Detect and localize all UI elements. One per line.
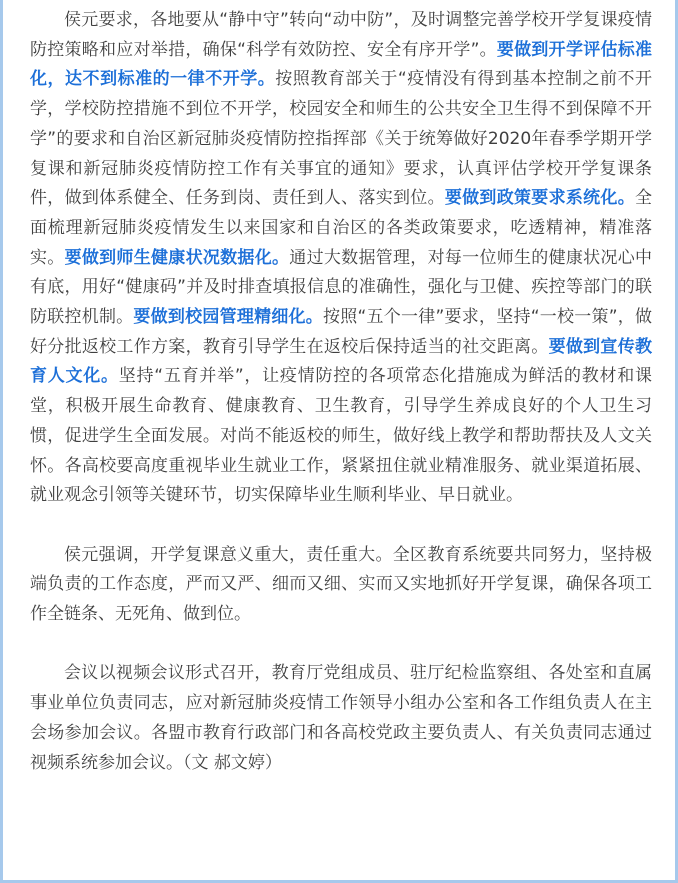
highlight-campus-management: 要做到校园管理精细化。 [133, 307, 324, 328]
highlight-education: 要做到宣传教育人文化。 [30, 336, 653, 387]
text-segment: 会议以视频会议形式召开，教育厅党组成员、驻厅纪检监察组、各处室和直属事业单位负责同志，应对新冠肺炎疫情工作领导小组办公室和各工作组负责人在主会场参加会议。各盟市教育行政部门和各高校党政主要负责人、有关负责同志通过视频系统参加会议。（文 郝文婷） [30, 663, 652, 773]
paragraph-emphasis [30, 541, 652, 630]
text-segment: 侯元强调，开学复课意义重大，责任重大。全区教育系统要共同努力，坚持极端负责的工作态度，严而又严、细而又细、实而又实地抓好开学复课，确保各项工作全链条、无死角、做到位。 [30, 544, 652, 625]
article-body [30, 6, 652, 778]
text-segment: 通过大数据管理，对每一位师生的健康状况心中有底，用好“健康码”并及时排查填报信息的准确性，强化与卫健、疾控等部门的联防联控机制。 [30, 247, 653, 328]
text-segment: 侯元要求，各地要从“静中守”转向“动中防”，及时调整完善学校开学复课疫情防控策略和应对举措，确保“科学有效防控、安全有序开学”。 [30, 10, 652, 60]
text-segment: 全面梳理新冠肺炎疫情发生以来国家和自治区的各类政策要求，吃透精神，精准落实。 [30, 188, 653, 268]
text-segment: 按照“五个一律”要求，坚持“一校一策”，做好分批返校工作方案，教育引导学生在返校后保持适当的社交距离。 [30, 307, 652, 357]
highlight-assessment: 要做到开学评估标准化，达不到标准的一律不开学。 [30, 39, 652, 90]
paragraph-requirements [30, 6, 652, 511]
left-border [0, 0, 3, 883]
paragraph-meeting-info [30, 659, 652, 778]
text-segment: 按照教育部关于“疫情没有得到基本控制之前不开学，学校防控措施不到位不开学，校园安全和师生的公共安全卫生得不到保障不开学”的要求和自治区新冠肺炎疫情防控指挥部《关于统筹做好2020年春季学期开学复课和新冠肺炎疫情防控工作有关事宜的通知》要求，认真评估学校开学复课条件，做到体系健全、任务到岗、责任到人、落实到位。 [30, 69, 652, 209]
highlight-policy: 要做到政策要求系统化。 [444, 188, 636, 209]
highlight-health-data: 要做到师生健康状况数据化。 [64, 247, 290, 268]
text-segment: 坚持“五育并举”，让疫情防控的各项常态化措施成为鲜活的教材和课堂，积极开展生命教育、健康教育、卫生教育，引导学生养成良好的个人卫生习惯，促进学生全面发展。对尚不能返校的师生，做好线上教学和帮助帮扶及人文关怀。各高校要高度重视毕业生就业工作，紧紧扭住就业精准服务、就业渠道拓展、就业观念引领等关键环节，切实保障毕业生顺利毕业、早日就业。 [30, 366, 653, 506]
